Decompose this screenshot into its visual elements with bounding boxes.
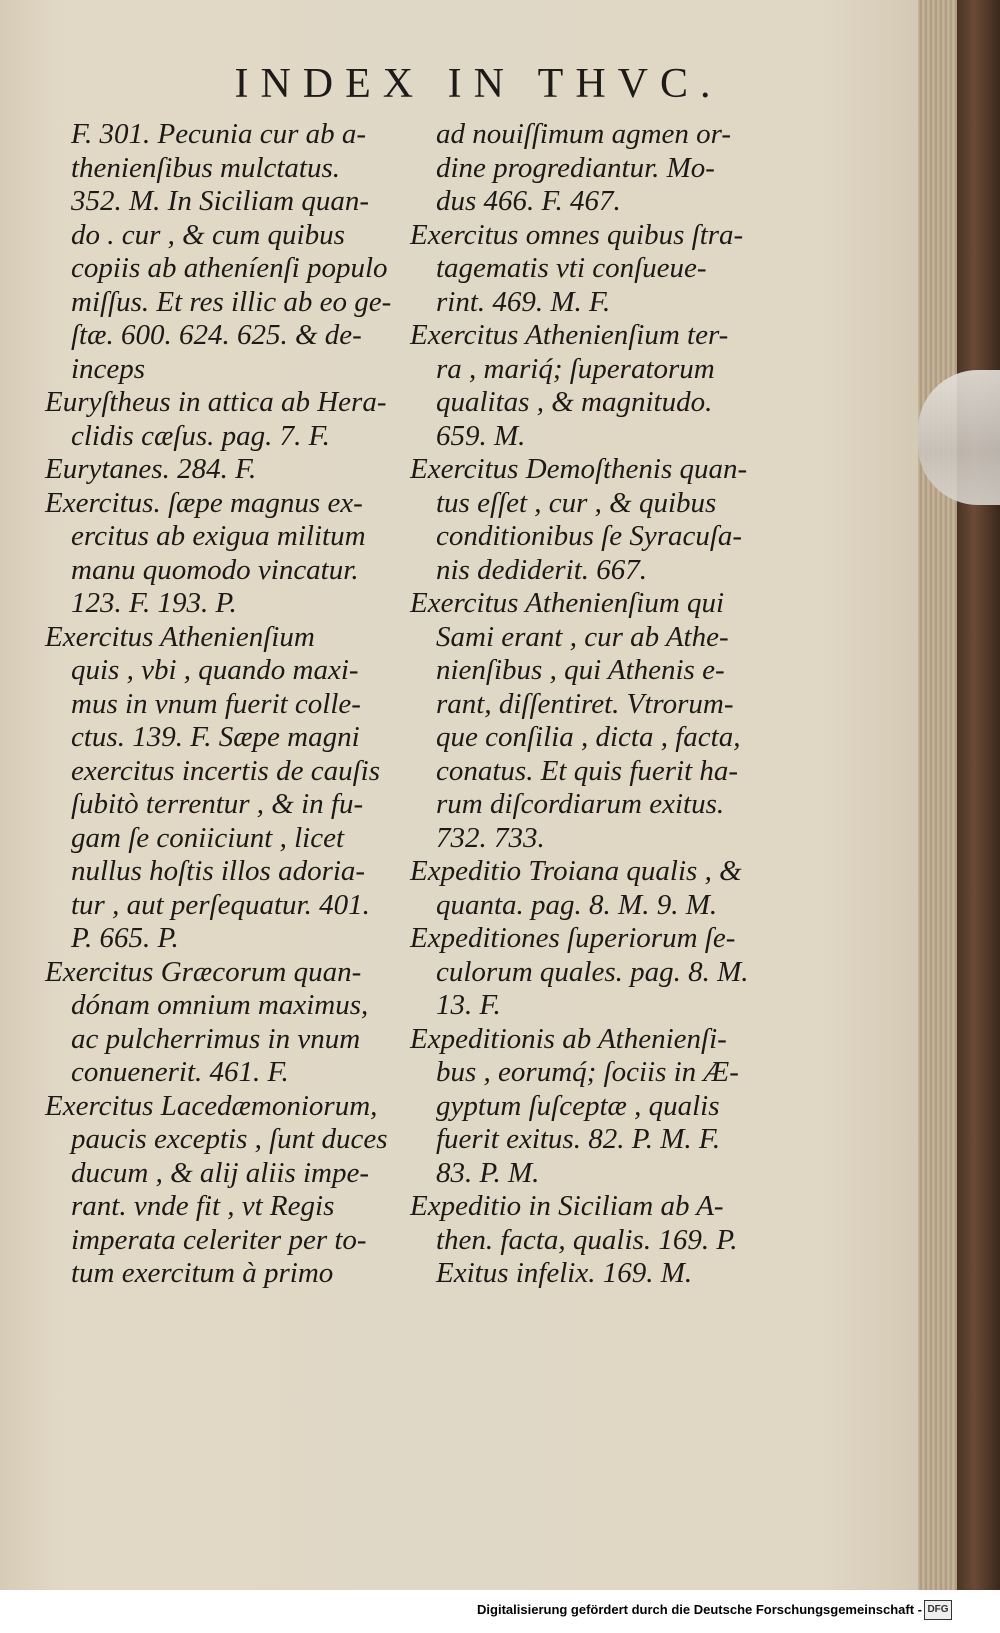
index-entry-continuation: bus , eorumq́; ſociis in Æ- xyxy=(436,1056,739,1088)
index-entry-heading: Exercitus omnes quibus ſtra- xyxy=(410,218,744,251)
index-entry-continuation: do . cur , & cum quibus xyxy=(71,218,345,251)
index-entry-continuation: fuerit exitus. 82. P. M. F. xyxy=(436,1123,721,1155)
index-entry-continuation: Exitus infelix. 169. M. xyxy=(436,1257,693,1289)
index-entry-heading: Eurytanes. 284. F. xyxy=(45,453,257,485)
book-cover-edge xyxy=(957,0,1000,1590)
index-entry-continuation: gam ſe coniiciunt , licet xyxy=(71,821,345,854)
index-entry-continuation: Sami erant , cur ab Athe- xyxy=(436,620,729,653)
index-entry-continuation: qualitas , & magnitudo. xyxy=(436,386,713,418)
dfg-logo: DFG xyxy=(924,1600,952,1620)
index-entry-continuation: F. 301. Pecunia cur ab a- xyxy=(71,118,367,150)
index-entry-continuation: then. facta, qualis. 169. P. xyxy=(436,1223,738,1256)
index-entry-continuation: ra , mariq́; ſuperatorum xyxy=(436,352,715,385)
index-entry-continuation: paucis exceptis , ſunt duces xyxy=(71,1123,388,1155)
index-entry-heading: Expeditionis ab Athenienſi- xyxy=(410,1022,727,1055)
index-entry-continuation: nienſibus , qui Athenis e- xyxy=(436,654,725,686)
index-entry-continuation: ercitus ab exigua militum xyxy=(71,520,366,552)
index-entry-continuation: ſtæ. 600. 624. 625. & de- xyxy=(71,319,362,351)
index-entry-continuation: quanta. pag. 8. M. 9. M. xyxy=(436,888,718,921)
index-entry-continuation: ac pulcherrimus in vnum xyxy=(71,1022,361,1055)
index-entry-continuation: exercitus incertis de cauſis xyxy=(71,754,380,787)
index-entry-continuation: tum exercitum à primo xyxy=(71,1257,334,1289)
index-entry-continuation: ctus. 139. F. Sæpe magni xyxy=(71,721,360,753)
index-entry-heading: Exercitus. ſæpe magnus ex- xyxy=(45,486,363,519)
index-entry-heading: Exercitus Græcorum quan- xyxy=(45,955,362,988)
index-entry-heading: Expeditiones ſuperiorum ſe- xyxy=(410,922,736,954)
digitization-footer xyxy=(0,1590,1000,1633)
index-entry-continuation: ſubitò terrentur , & in fu- xyxy=(71,788,364,820)
index-entry-continuation: 732. 733. xyxy=(436,821,545,854)
index-entry-continuation: inceps xyxy=(71,352,146,385)
index-entry-continuation: thenienſibus mulctatus. xyxy=(71,151,341,184)
index-entry-continuation: quis , vbi , quando maxi- xyxy=(71,654,359,686)
index-entry-continuation: ad nouiſſimum agmen or- xyxy=(436,118,732,150)
index-entry-continuation: rant, diſſentiret. Vtrorum- xyxy=(436,687,734,720)
index-entry-continuation: imperata celeriter per to- xyxy=(71,1223,367,1256)
index-entry-continuation: que conſilia , dicta , facta, xyxy=(436,721,741,753)
index-entry-heading: Exercitus Demoſthenis quan- xyxy=(410,453,748,485)
index-entry-continuation: miſſus. Et res illic ab eo ge- xyxy=(71,285,392,318)
index-entry-continuation: culorum quales. pag. 8. M. xyxy=(436,955,749,988)
index-entry-continuation: clidis cæſus. pag. 7. F. xyxy=(71,419,330,452)
index-entry-continuation: nis dediderit. 667. xyxy=(436,553,648,586)
index-entry-heading: Exercitus Athenienſium ter- xyxy=(410,319,729,351)
index-entry-continuation: tagematis vti conſueue- xyxy=(436,252,707,284)
running-header: INDEX IN THVC. xyxy=(234,61,723,107)
index-entry-heading: Exercitus Athenienſium qui xyxy=(410,587,725,619)
index-entry-continuation: nullus hoſtis illos adoria- xyxy=(71,855,366,887)
index-column-left xyxy=(45,118,425,1291)
index-entry-continuation: rum diſcordiarum exitus. xyxy=(436,788,725,820)
index-entry-continuation: 352. M. In Siciliam quan- xyxy=(71,185,370,217)
index-entry-continuation: dus 466. F. 467. xyxy=(436,185,621,217)
index-entry-continuation: dónam omnium maximus, xyxy=(71,989,369,1021)
index-entry-continuation: P. 665. P. xyxy=(71,922,179,954)
index-entry-continuation: ducum , & alij aliis impe- xyxy=(71,1156,370,1189)
index-entry-continuation: 13. F. xyxy=(436,989,501,1021)
index-entry-heading: Exercitus Lacedæmoniorum, xyxy=(45,1089,378,1122)
index-entry-continuation: 123. F. 193. P. xyxy=(71,587,237,619)
index-entry-continuation: copiis ab atheníenſi populo xyxy=(71,252,388,284)
index-entry-heading: Expeditio in Siciliam ab A- xyxy=(410,1190,724,1222)
index-entry-continuation: manu quomodo vincatur. xyxy=(71,553,359,586)
index-entry-continuation: tur , aut perſequatur. 401. xyxy=(71,888,370,921)
page-edges xyxy=(918,0,957,1590)
index-entry-heading: Exercitus Athenienſium xyxy=(45,620,315,653)
index-entry-continuation: conatus. Et quis fuerit ha- xyxy=(436,754,739,787)
index-entry-continuation: conditionibus ſe Syracuſa- xyxy=(436,520,743,552)
index-entry-continuation: gyptum ſuſceptæ , qualis xyxy=(436,1089,720,1122)
index-column-right xyxy=(410,118,780,1291)
index-entry-continuation: rant. vnde fit , vt Regis xyxy=(71,1190,335,1222)
index-entry-heading: Expeditio Troiana qualis , & xyxy=(410,855,742,887)
index-entry-continuation: 83. P. M. xyxy=(436,1156,540,1189)
index-entry-continuation: mus in vnum fuerit colle- xyxy=(71,687,361,720)
index-entry-continuation: rint. 469. M. F. xyxy=(436,285,611,318)
index-entry-continuation: dine progrediantur. Mo- xyxy=(436,151,715,184)
index-entry-continuation: tus eſſet , cur , & quibus xyxy=(436,486,717,519)
index-entry-heading: Euryſtheus in attica ab Hera- xyxy=(45,386,387,418)
index-entry-continuation: conuenerit. 461. F. xyxy=(71,1056,289,1088)
funding-credit: Digitalisierung gefördert durch die Deutsche Forschungsgemeinschaft - xyxy=(477,1602,922,1617)
index-entry-continuation: 659. M. xyxy=(436,419,526,452)
